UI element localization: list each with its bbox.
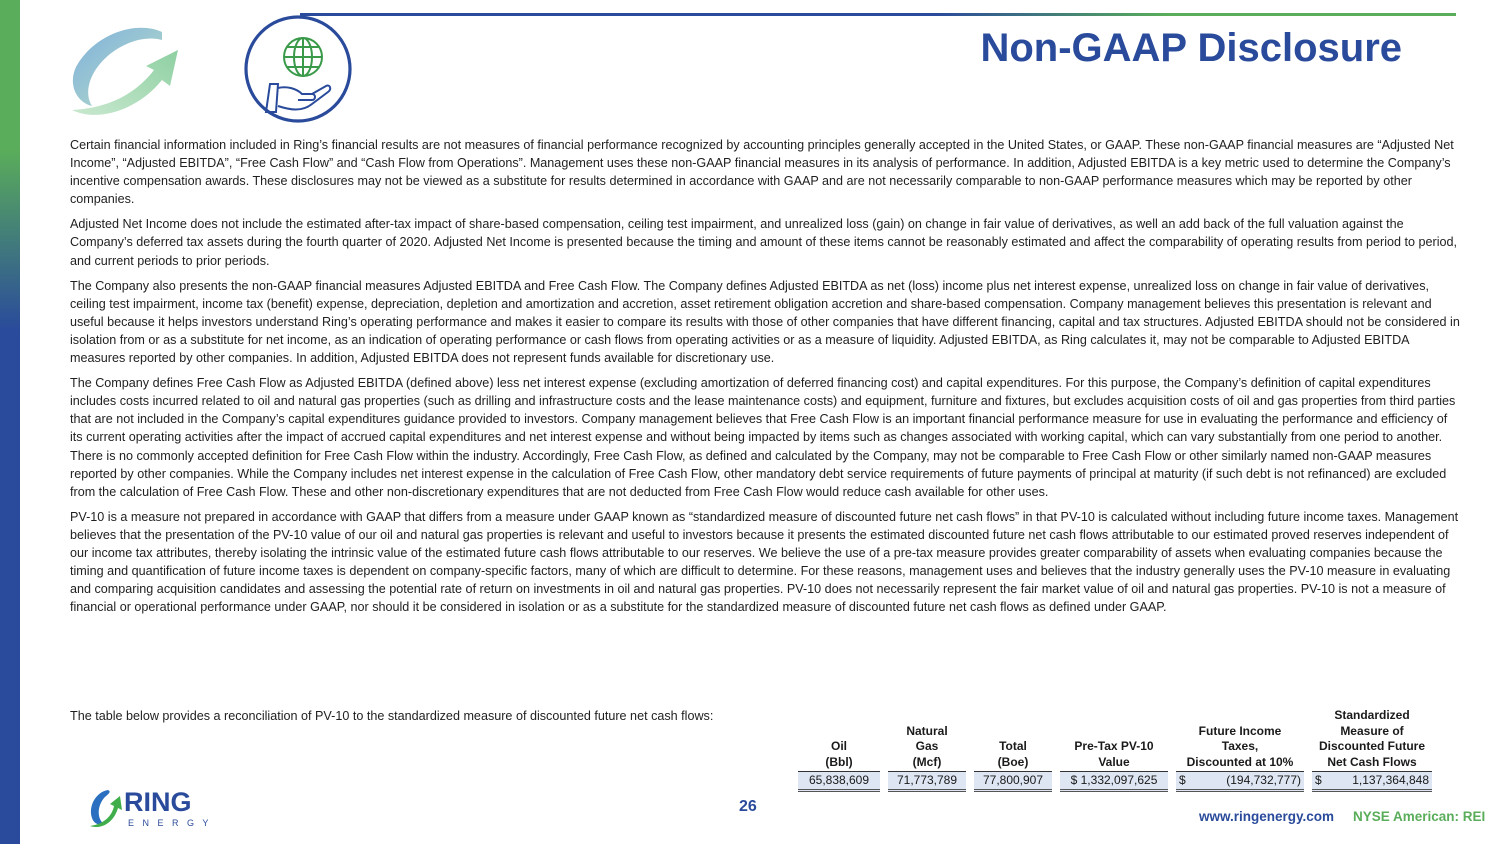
cell-pretax-pv10: $ 1,332,097,625	[1060, 772, 1168, 792]
globe-in-hand-icon	[240, 12, 360, 124]
logo-wordmark: RING	[124, 787, 192, 817]
ring-swirl-logo-icon	[66, 12, 201, 122]
page-number: 26	[739, 798, 757, 815]
paragraph-adjusted-ebitda: The Company also presents the non-GAAP financial measures Adjusted EBITDA and Free Cash Flow. The Company defines Adjusted EBITDA as net (loss) income plus net interest expense, unrealized loss on change in fair value of derivatives, ceiling test impairment, income tax (benefit) expense, depreciation, depletion and amortization and accretion, asset retirement obligation accretion and share-based compensation. Company management believes this presentation is relevant and useful because it helps investors understand Ring’s operating performance and makes it easier to compare its results with those of other companies that have different financing, capital and tax structures. Adjusted EBITDA should not be considered in isolation from or as a substitute for net income, as an indication of operating performance or cash flows from operating activities or as a measure of liquidity. Adjusted EBITDA, as Ring calculates it, may not be comparable to Adjusted EBITDA measures reported by other companies. In addition, Adjusted EBITDA does not represent funds available for discretionary use.	[70, 278, 1460, 366]
page-title: Non-GAAP Disclosure	[980, 26, 1402, 70]
taxes-amount: (194,732,777)	[1226, 773, 1301, 787]
standardized-amount: 1,137,364,848	[1352, 773, 1429, 787]
currency-symbol: $	[1315, 773, 1322, 787]
header-standardized-measure: Standardized Measure of Discounted Future Net Cash Flows	[1312, 708, 1432, 772]
disclosure-body	[70, 136, 1460, 623]
paragraph-adjusted-net-income: Adjusted Net Income does not include the estimated after-tax impact of share-based compensation, ceiling test impairment, and unrealized loss (gain) on change in fair value of derivatives, as well an add back of the full valuation against the Company’s deferred tax assets during the fourth quarter of 2020. Adjusted Net Income is presented because the timing and amount of these items cannot be reasonably estimated and affect the comparability of operating results from period to period, and current periods to prior periods.	[70, 217, 1458, 268]
cell-standardized-measure	[1312, 772, 1432, 792]
currency-symbol: $	[1179, 773, 1186, 787]
header-pretax-pv10: Pre-Tax PV-10 Value	[1060, 708, 1168, 772]
table-intro-text: The table below provides a reconciliation of PV-10 to the standardized measure of discounted future net cash flows:	[70, 709, 714, 723]
cell-future-income-taxes	[1176, 772, 1304, 792]
table-row	[798, 772, 1432, 792]
stock-ticker: NYSE American: REI	[1353, 809, 1486, 824]
paragraph-free-cash-flow: The Company defines Free Cash Flow as Adjusted EBITDA (defined above) less net interest expense (excluding amortization of deferred financing cost) and capital expenditures. For this purpose, the Company’s definition of capital expenditures includes costs incurred related to oil and natural gas properties (such as drilling and infrastructure costs and the lease maintenance costs) and equipment, furniture and fixtures, but excludes acquisition costs of oil and gas properties from third parties that are not included in the Company’s capital expenditures guidance provided to investors. Company management believes that Free Cash Flow is an important financial performance measure for use in evaluating the performance and efficiency of its current operating activities after the impact of accrued capital expenditures and net interest expense and without being impacted by items such as changes associated with working capital, which can vary substantially from one period to another. There is no commonly accepted definition for Free Cash Flow within the industry. Accordingly, Free Cash Flow, as defined and calculated by the Company, may not be comparable to Free Cash Flow or other similarly named non-GAAP measures reported by other companies. While the Company includes net interest expense in the calculation of Free Cash Flow, other mandatory debt service requirements of future payments of principal at maturity (if such debt is not refinanced) are excluded from the calculation of Free Cash Flow. These and other non-discretionary expenditures that are not deducted from Free Cash Flow would reduce cash available for other uses.	[70, 376, 1456, 499]
header-future-income-taxes: Future Income Taxes, Discounted at 10%	[1176, 708, 1304, 772]
cell-natural-gas: 71,773,789	[888, 772, 966, 792]
ring-energy-logo	[86, 784, 226, 830]
header-oil: Oil (Bbl)	[798, 708, 880, 772]
cell-total: 77,800,907	[974, 772, 1052, 792]
table-header-row	[798, 708, 1432, 772]
cell-oil: 65,838,609	[798, 772, 880, 792]
header-total: Total (Boe)	[974, 708, 1052, 772]
paragraph-non-gaap-intro: Certain financial information included in Ring’s financial results are not measures of financial performance recognized by accounting principles generally accepted in the United States, or GAAP. These non-GAAP financial measures are “Adjusted Net Income”, “Adjusted EBITDA”, “Free Cash Flow” and “Cash Flow from Operations”. Management uses these non-GAAP financial measures in its analysis of performance. In addition, Adjusted EBITDA is a key metric used to determine the Company’s incentive compensation awards. These disclosures may not be viewed as a substitute for results determined in accordance with GAAP and are not necessarily comparable to non-GAAP performance measures which may be reported by other companies.	[70, 138, 1454, 207]
header-rule	[300, 13, 1456, 16]
pv10-reconciliation-table	[790, 708, 1440, 792]
paragraph-pv10: PV-10 is a measure not prepared in accordance with GAAP that differs from a measure under GAAP known as “standardized measure of discounted future net cash flows” in that PV-10 is calculated without including future income taxes. Management believes that the presentation of the PV-10 value of our oil and natural gas properties is relevant and useful to investors because it presents the estimated discounted future net cash flows attributable to our estimated proved reserves independent of our income tax attributes, thereby isolating the intrinsic value of the estimated future cash flows attributable to our reserves. We believe the use of a pre-tax measure provides greater comparability of assets when evaluating companies because the timing and quantification of future income taxes is dependent on company-specific factors, many of which are difficult to determine. For these reasons, management uses and believes that the industry generally uses the PV-10 measure in evaluating and comparing acquisition candidates and assessing the potential rate of return on investments in oil and natural gas properties. PV-10 does not necessarily represent the fair market value of oil and natural gas properties. PV-10 is not a measure of financial or operational performance under GAAP, nor should it be considered in isolation or as a substitute for the standardized measure of discounted future net cash flows as defined under GAAP.	[70, 509, 1459, 615]
logo-subtitle: E N E R G Y	[128, 818, 212, 828]
header-natural-gas: Natural Gas (Mcf)	[888, 708, 966, 772]
left-accent-bar	[0, 0, 20, 844]
website-link[interactable]: www.ringenergy.com	[1199, 809, 1335, 824]
